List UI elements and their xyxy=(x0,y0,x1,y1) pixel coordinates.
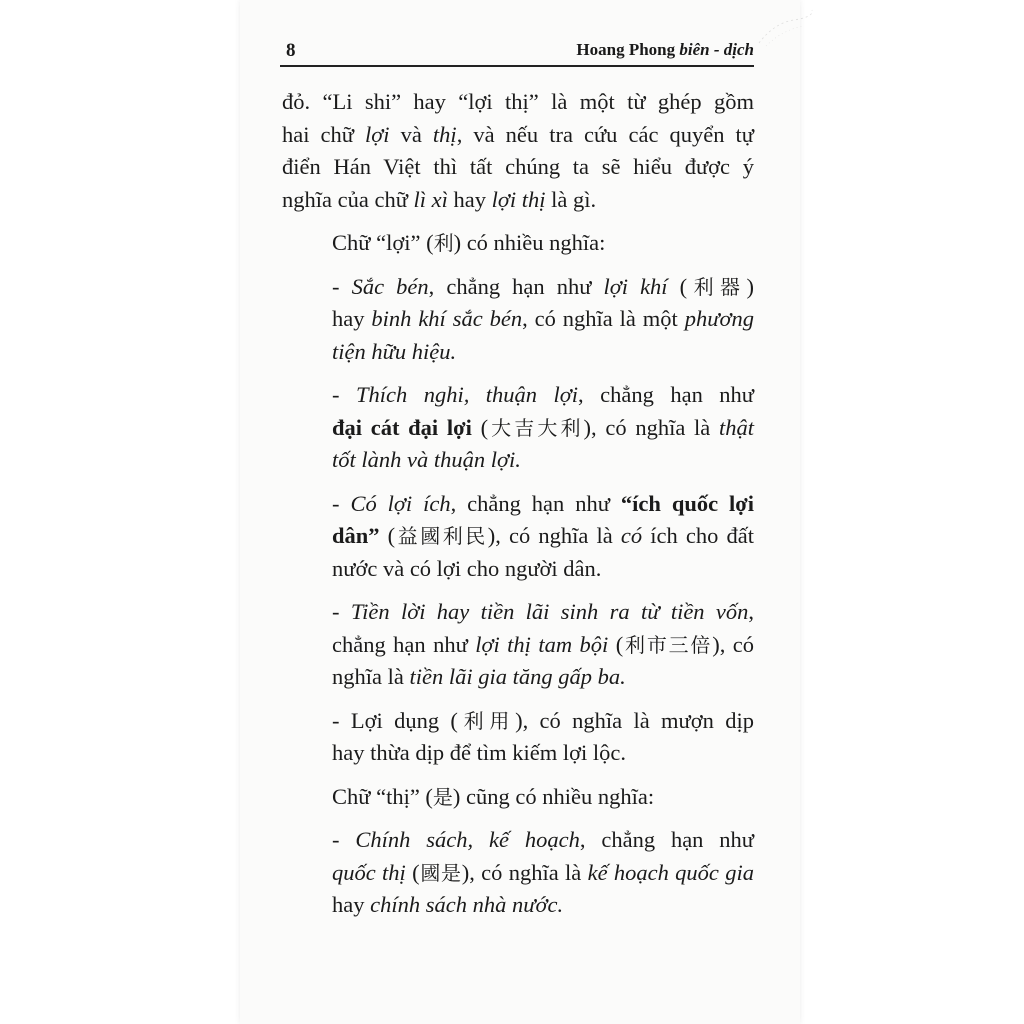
han-characters: 利器 xyxy=(687,274,747,299)
text-run: lì xì xyxy=(413,186,448,212)
header-rule xyxy=(280,65,754,67)
han-characters: 國是 xyxy=(419,860,462,885)
text-line xyxy=(282,184,754,217)
text-run: Thích nghi, thuận lợi xyxy=(355,382,579,407)
text-run: binh khí sắc bén xyxy=(371,306,523,331)
text-line xyxy=(282,857,754,890)
text-run: nước và có lợi cho người dân. xyxy=(332,555,602,581)
text-run: , xyxy=(748,599,755,624)
text-run: lợi thị tam bội xyxy=(475,631,609,657)
paragraph-7 xyxy=(282,705,754,770)
author-role: biên - dịch xyxy=(679,40,754,59)
text-run: kế hoạch quốc gia xyxy=(587,859,754,885)
text-line xyxy=(282,705,754,738)
text-run: thị xyxy=(432,121,457,147)
text-line xyxy=(282,412,754,445)
text-run: , và nếu tra cứu các quyển tự xyxy=(456,121,754,147)
text-line xyxy=(282,271,754,304)
text-run: là gì. xyxy=(545,186,597,212)
text-run: đại cát đại lợi xyxy=(332,414,472,440)
text-line xyxy=(282,737,754,770)
text-run: ) xyxy=(746,273,754,299)
text-run: hai chữ xyxy=(282,121,366,147)
text-run: chính sách nhà nước. xyxy=(370,892,564,917)
han-characters: 是 xyxy=(432,784,453,809)
text-run: Sắc bén xyxy=(351,273,429,299)
text-run: nghĩa của chữ xyxy=(282,186,414,212)
text-run: , chẳng hạn như xyxy=(579,827,754,852)
text-run: ), có nghĩa là xyxy=(461,859,588,885)
text-run: hay xyxy=(332,306,372,331)
text-run: ( xyxy=(471,414,489,440)
text-run: ( xyxy=(667,273,688,299)
text-line xyxy=(282,444,754,477)
text-run: - xyxy=(332,490,351,516)
text-run: tiện hữu hiệu. xyxy=(332,338,457,364)
text-run: lợi khí xyxy=(603,273,668,299)
text-run: có xyxy=(620,523,643,548)
text-run: hay xyxy=(332,892,371,917)
han-characters: 益國利民 xyxy=(395,524,488,548)
text-run: thật xyxy=(718,414,754,440)
text-line xyxy=(282,151,754,184)
text-run: ), có nghĩa là xyxy=(487,523,621,548)
text-run: Có lợi ích xyxy=(350,490,451,516)
text-run: Tiền lời hay tiền lãi sinh ra từ tiền vốn xyxy=(350,599,749,624)
paragraph-8 xyxy=(282,781,754,814)
body-text xyxy=(282,86,754,933)
text-run: hay thừa dịp để tìm kiếm lợi lộc. xyxy=(332,740,627,765)
text-run: Chữ “lợi” ( xyxy=(332,230,434,255)
text-run: , chẳng hạn như xyxy=(450,490,621,516)
page-number: 8 xyxy=(286,40,296,61)
text-run: tiền lãi gia tăng gấp ba. xyxy=(409,664,626,689)
han-characters: 利 xyxy=(433,231,454,255)
text-run: - xyxy=(332,599,351,624)
text-run: - xyxy=(332,827,356,852)
text-run: dân” xyxy=(332,523,380,548)
text-run: ( xyxy=(608,631,624,657)
text-run: ) cũng có nhiều nghĩa: xyxy=(452,783,655,809)
text-line xyxy=(282,661,754,694)
text-run: hay xyxy=(447,186,492,212)
text-run: ích cho đất xyxy=(642,523,754,548)
text-run: , có nghĩa là một xyxy=(522,306,685,331)
text-line xyxy=(282,488,754,521)
text-run: , chẳng hạn như xyxy=(578,382,755,407)
text-run: lợi xyxy=(365,121,390,147)
running-head xyxy=(576,40,754,60)
text-line xyxy=(282,336,754,369)
han-characters: 大吉大利 xyxy=(488,415,584,440)
paragraph-5 xyxy=(282,488,754,586)
text-line xyxy=(282,553,754,586)
paragraph-3 xyxy=(282,271,754,369)
text-run: quốc thị xyxy=(332,859,406,885)
text-run: ( xyxy=(379,523,396,548)
text-line xyxy=(282,596,754,629)
paragraph-4 xyxy=(282,379,754,477)
author-name: Hoang Phong xyxy=(576,40,676,59)
text-line xyxy=(282,824,754,857)
text-run: nghĩa là xyxy=(332,664,410,689)
text-run: “ích quốc lợi xyxy=(620,490,754,516)
text-line xyxy=(282,227,754,260)
text-line xyxy=(282,379,754,412)
paragraph-2 xyxy=(282,227,754,260)
paper-texture-mark xyxy=(754,8,814,48)
text-run: - xyxy=(332,273,352,299)
text-line xyxy=(282,629,754,662)
paragraph-9 xyxy=(282,824,754,922)
text-run: và xyxy=(389,121,433,147)
text-line xyxy=(282,119,754,152)
page-header xyxy=(286,40,754,66)
han-characters: 利市三倍 xyxy=(623,632,713,657)
text-line xyxy=(282,889,754,922)
text-line xyxy=(282,520,754,553)
text-run: chẳng hạn như xyxy=(332,631,476,657)
paragraph-6 xyxy=(282,596,754,694)
text-run: tốt lành và thuận lợi. xyxy=(332,447,521,472)
text-run: phương xyxy=(684,306,754,331)
paragraph-1 xyxy=(282,86,754,216)
text-run: đỏ. “Li shi” hay “lợi thị” là một từ ghép gồm xyxy=(282,89,754,114)
han-characters: 利用 xyxy=(457,708,516,733)
text-run: Chữ “thị” ( xyxy=(332,783,433,809)
text-line xyxy=(282,303,754,336)
text-run: lợi thị xyxy=(491,186,546,212)
text-run: ), có xyxy=(712,631,755,657)
text-run: ), có nghĩa là xyxy=(583,414,719,440)
text-run: Chính sách, kế hoạch xyxy=(355,827,580,852)
text-run: ), có nghĩa là mượn dịp xyxy=(515,707,754,733)
text-line xyxy=(282,781,754,814)
text-run: ) có nhiều nghĩa: xyxy=(453,230,606,255)
text-run: - xyxy=(332,382,356,407)
text-line xyxy=(282,86,754,119)
text-run: ( xyxy=(405,859,420,885)
text-run: điển Hán Việt thì tất chúng ta sẽ hiểu được ý xyxy=(282,154,754,179)
text-run: - Lợi dụng ( xyxy=(332,707,458,733)
text-run: , chẳng hạn như xyxy=(428,273,604,299)
